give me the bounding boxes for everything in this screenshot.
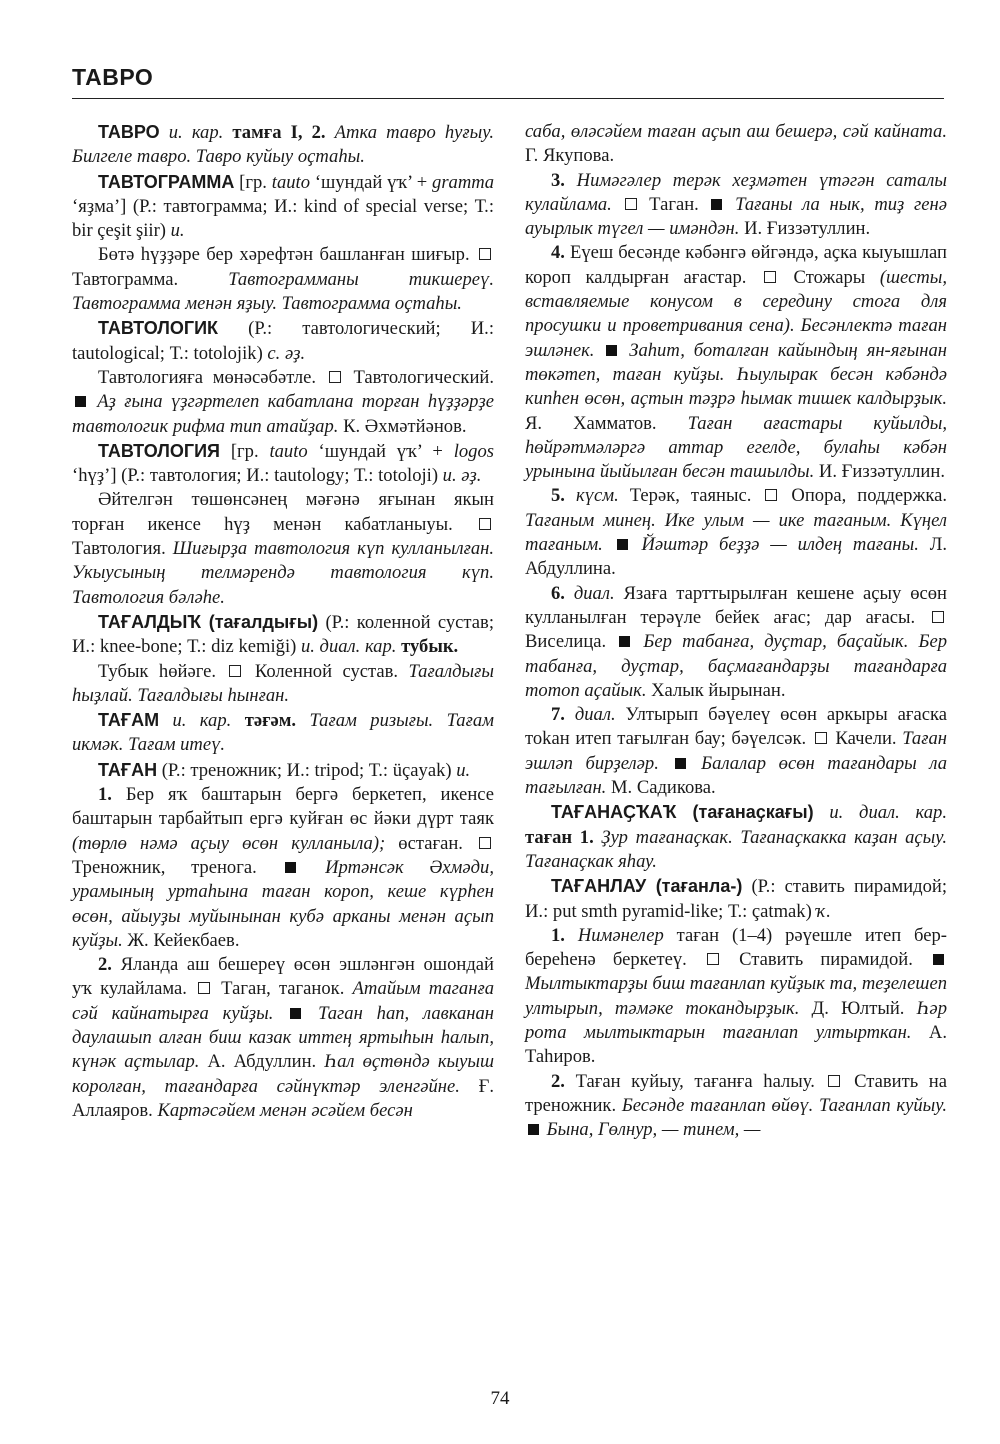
header-rule [72, 98, 944, 99]
italic-text: ҡ. [816, 900, 831, 922]
example-square-icon [528, 1124, 539, 1135]
text: Тавтология. [72, 538, 173, 560]
italic-text: Тавтограмманы тикшереү. Тавтограмма менән яҙыу. Тавтограмма оҫтаһы. [72, 268, 494, 315]
entry-sense [72, 366, 494, 439]
russian-equivalent-box-icon [707, 953, 719, 965]
headword: ТАҒАЛДЫҠ (тағалдығы) [98, 611, 319, 632]
text: Еүеш бесәнде кәбәнгә өйгәндә, аҫка кыуышлап короп калдырған ағастар. [525, 242, 947, 288]
text: таған (1–4) рәүешле итеп бер-береһенә беркетеү. [525, 924, 947, 971]
text: Язаға тарттырылған кешене аҫыу өсөн кулланылған терәүле бейек ағас; дар ағасы. [525, 582, 948, 628]
text: Ж. Кейекбаев. [122, 929, 240, 951]
text: Таган. [639, 193, 709, 215]
headword: ТАҒАНЛАУ (тағанла-) [551, 876, 743, 897]
entry-sense [525, 484, 947, 581]
text: И. Ғиззәтуллин. [739, 218, 871, 240]
text: Яланда аш бешереү өсөн эшләнгән ошондай уҡ кулайлама. [72, 954, 494, 1000]
headword: ТАВТОЛОГИК [98, 318, 219, 339]
russian-equivalent-box-icon [479, 248, 491, 260]
text: Тавтологический. [343, 366, 494, 388]
russian-equivalent-box-icon [815, 732, 827, 744]
text: ‘шундай үҡ’ + [310, 171, 433, 193]
entry-headword [72, 439, 494, 489]
entry-headword [72, 708, 494, 758]
bold-text: 1. [98, 784, 112, 806]
italic-text: Таған эшләп бирҙеләр. [525, 728, 947, 774]
italic-text: logos [453, 440, 494, 462]
italic-text: Нимәнелер [564, 924, 664, 946]
italic-text: Тағам ризығы. Тағам икмәк. Тағам итеү. [72, 710, 494, 756]
example-square-icon [290, 1008, 301, 1019]
text: (Р.: ставить пирамидой; И.: put smth pyramid-like; Т.: çatmak) [525, 876, 947, 922]
text: Качели. [829, 728, 903, 750]
bold-text: тамға I, 2. [232, 122, 326, 143]
italic-text: диал. [564, 704, 616, 726]
entry-headword [72, 758, 494, 783]
text: [гр. [234, 171, 272, 193]
russian-equivalent-box-icon [764, 271, 776, 283]
bold-text: 3. [551, 169, 565, 191]
bold-text: тәғәм. [244, 710, 297, 732]
text: Г. Якупова. [525, 145, 615, 167]
text: Я. Хамматов. [525, 412, 688, 434]
example-square-icon [619, 636, 630, 647]
italic-text: Мылтыктарҙы биш тағанлап куйҙык та, теҙелешеп ултырып, тәмәке токандырҙык. [525, 973, 947, 1019]
text: Стожары [779, 266, 880, 288]
italic-text: Атайым таганға сәй кайнатырға куйҙы. [72, 978, 494, 1024]
text: [гр. [219, 440, 270, 462]
italic-text: Заһит, боталған кайындың ян-яғынан төкәтеп, таған куйҙы. Һыулырак бесән кәбәндә кипһен өсөн, аҫтын тәҙрә һымак тишек калдырҙык. [525, 339, 947, 410]
example-square-icon [285, 862, 296, 873]
russian-equivalent-box-icon [229, 665, 241, 677]
text: К. Әхмәтйәнов. [338, 415, 467, 437]
russian-equivalent-box-icon [479, 837, 491, 849]
example-square-icon [617, 539, 628, 550]
text: ‘шундай үҡ’ + [307, 440, 454, 462]
bold-text: 7. [551, 704, 565, 726]
italic-text: Таған ағастары куйылды, һөйрәтмәләргә аттар егелде, булаһы кәбән урынына йыйылған бесән ташылды. [525, 412, 948, 483]
bold-text: 2. [98, 954, 112, 976]
text: Виселица. [525, 631, 617, 653]
text: Опора, поддержка. [780, 485, 947, 507]
example-square-icon [675, 758, 686, 769]
italic-text: и. әҙ. [442, 465, 482, 487]
text: И. Ғиззәтуллин. [814, 461, 945, 483]
italic-text: и. [456, 759, 471, 781]
russian-equivalent-box-icon [625, 198, 637, 210]
entry-sense [72, 660, 494, 709]
example-square-icon [75, 396, 86, 407]
russian-equivalent-box-icon [828, 1075, 840, 1087]
entry-headword [525, 800, 947, 874]
text: А. Таһиров. [525, 1021, 947, 1068]
entry-sense [525, 703, 947, 800]
headword: ТАҒАМ [98, 710, 160, 731]
text: Ставить на треножник. [525, 1070, 947, 1116]
entry-sense [525, 924, 947, 1070]
italic-text: и. диал. кар. [813, 802, 948, 824]
text: Тубык һөйәге. [98, 660, 227, 682]
italic-text: Ҙур тағанаҫкак. Тағанаҫкакка каҙан аҫыу. Тағанаҫкак яһау. [525, 826, 947, 872]
text: Бөтә һүҙҙәре бер хәрефтән башланған шиғыр. [98, 244, 476, 266]
text: Ғ. Аллаяров. [72, 1075, 494, 1121]
text: Әйтелгән төшөнсәнең мәғәнә яғынан якын торған икенсе һүҙ менән кабатланыуы. [72, 489, 494, 535]
example-square-icon [933, 954, 944, 965]
italic-text: и. кар. [159, 710, 245, 732]
entry-sense [72, 953, 494, 1123]
italic-text: Бесәнде тағанлап өйөү. Тағанлап куйыу. [621, 1094, 947, 1116]
italic-text: с. әҙ. [267, 342, 306, 364]
text: Л. Абдуллина. [525, 534, 947, 580]
italic-text: Һал өҫтөндә кыуыш королған, тағандарға сәйнүктәр эленгәйне. [72, 1051, 494, 1097]
text: Бер яҡ баштарын бергә беркетеп, икенсе баштарын тарбайтып ергә куйған өс йәки дүрт таяк [72, 784, 494, 830]
italic-text: Балалар өсөн тағандары ла тағылған. [525, 752, 947, 799]
text: М. Садикова. [606, 777, 716, 799]
entry-sense [525, 241, 947, 484]
left-column [72, 120, 494, 1123]
headword: ТАҒАН [98, 759, 158, 780]
entry-headword [72, 316, 494, 366]
text: Треножник, тренога. [72, 856, 283, 878]
bold-text: 5. [551, 485, 565, 507]
italic-text: диал. [564, 582, 615, 604]
italic-text: (төрлө нәмә аҫыу өсөн кулланыла); [72, 832, 386, 854]
italic-text: Һәр рота мылтыктарын тағанлап ултырткан. [525, 997, 947, 1043]
text: Таган, таганок. [213, 978, 353, 1000]
italic-text: Тағалдығы һыҙлай. Тағалдығы һынған. [72, 660, 494, 706]
text: (Р.: тавтологический; И.: tautological; Т.: totolojik) [72, 318, 494, 364]
text: Ставить пирамидой. [721, 949, 930, 971]
russian-equivalent-box-icon [765, 489, 777, 501]
italic-text: Иртәнсәк Әхмәди, урамының уртаһына таған короп, кеше күрһен өсөн, айыуҙы муйынынан кубә арканы менән аҫып куйҙы. [72, 856, 495, 951]
italic-text: Атка тавро һуғыу. Билгеле тавро. Тавро куйыу оҫтаһы. [72, 122, 494, 168]
italic-text: Нимәгәлер терәк хеҙмәтен үтәгән саталы кулайлама. [525, 169, 947, 215]
italic-text: Картәсәйем менән әсәйем бесән [157, 1099, 413, 1121]
text: Халык йырынан. [646, 679, 786, 701]
text: Терәк, таяныс. [618, 485, 763, 507]
italic-text: Тағаным минең. Ике улым — ике тағаным. Күңел тағаным. [525, 509, 947, 556]
italic-text: tauto [269, 440, 308, 462]
entry-headword [72, 610, 494, 660]
italic-text: күсм. [564, 485, 619, 507]
russian-equivalent-box-icon [932, 611, 944, 623]
bold-text: 2. [551, 1070, 565, 1092]
bold-text: 6. [551, 582, 565, 604]
russian-equivalent-box-icon [329, 371, 341, 383]
entry-sense [525, 169, 947, 242]
text: ‘яҙма’] (Р.: тавтограмма; И.: kind of special verse; Т.: bir çeşit şiir) [72, 195, 494, 242]
italic-text: и. диал. кар. [300, 636, 402, 658]
entry-headword [72, 170, 494, 244]
entry-headword [72, 120, 494, 170]
running-title: ТАВРО [72, 64, 154, 90]
text: Коленной сустав. [244, 660, 409, 682]
italic-text: Аҙ ғына үҙгәртелеп кабатлана торған һүҙҙәрҙе тавтологик рифма тип атайҙар. [72, 391, 494, 437]
bold-text: 1. [551, 924, 565, 946]
entry-sense [525, 582, 947, 703]
text: (Р.: треножник; И.: tripod; Т.: üçayak) [157, 759, 457, 781]
text: Ултырып бәүелеү өсөн аркыры ағаска тоkан итеп тағылған бау; бәүелсәк. [525, 704, 948, 750]
headword: ТАВТОГРАММА [98, 171, 235, 192]
bold-text: тубык. [401, 636, 459, 658]
text: Таған куйыу, тағанға һалыу. [564, 1070, 826, 1092]
text: Тавтологияға мөнәсәбәтле. [98, 366, 326, 388]
italic-text: Бер табанға, дуҫтар, баҫайык. Бер табанға, дуҫтар, баҫмағандарҙы тағандарға тотоп аҫайык. [525, 631, 947, 701]
right-column [525, 120, 947, 1142]
bold-text: таған 1. [525, 826, 594, 848]
italic-text: Йәштәр беҙҙә — илдең тағаны. [630, 534, 919, 556]
text: А. Абдуллин. [199, 1051, 325, 1073]
example-square-icon [606, 345, 617, 356]
entry-sense [72, 783, 494, 953]
headword: ТАВРО [98, 122, 160, 142]
italic-text: (шесты, вставляемые конусом в середину стога для просушки и проветривания сена). Бесәнлектә таған эшләнек. [525, 266, 947, 361]
italic-text: саба, өләсәйем таған аҫып аш бешерә, сәй кайната. [525, 121, 947, 142]
italic-text: Шиғырҙа тавтология күп кулланылған. Укыусының телмәрендә тавтология күп. Тавтология бәләһе. [72, 538, 494, 608]
headword: ТАВТОЛОГИЯ [98, 440, 220, 461]
italic-text: Тағаны ла нык, тиҙ генә ауырлык түгел — имәндән. [525, 193, 947, 240]
headword: ТАҒАНАҪҠАҠ (тағанаҫкағы) [551, 802, 814, 823]
italic-text: и. [170, 220, 185, 242]
example-square-icon [711, 199, 722, 210]
entry-headword [525, 874, 947, 924]
page-number: 74 [490, 1388, 510, 1409]
bold-text: 4. [551, 242, 565, 264]
italic-text: Таган һап, лавканан даулашып алған биш казак иттең яртыһын һалып, күнәк аҫтылар. [72, 1002, 494, 1073]
entry-sense [525, 1070, 947, 1143]
italic-text: gramma [432, 171, 494, 193]
text: (Р.: коленной сустав; И.: knee-bone; Т.: diz kemiği) [72, 611, 494, 658]
text: ‘һүҙ’] (Р.: тавтология; И.: tautology; Т.: totoloji) [72, 465, 443, 487]
entry-continuation [525, 120, 947, 169]
russian-equivalent-box-icon [198, 982, 210, 994]
italic-text: tauto [271, 171, 311, 193]
text: Тавтограмма. [72, 268, 229, 290]
italic-text: Бына, Гөлнур, — тинем, — [542, 1119, 761, 1141]
entry-sense [72, 488, 494, 609]
text: Д. Юлтый. [799, 997, 917, 1019]
russian-equivalent-box-icon [479, 518, 491, 530]
italic-text: и. кар. [159, 122, 233, 143]
text: өстаған. [385, 832, 476, 854]
entry-sense [72, 243, 494, 316]
